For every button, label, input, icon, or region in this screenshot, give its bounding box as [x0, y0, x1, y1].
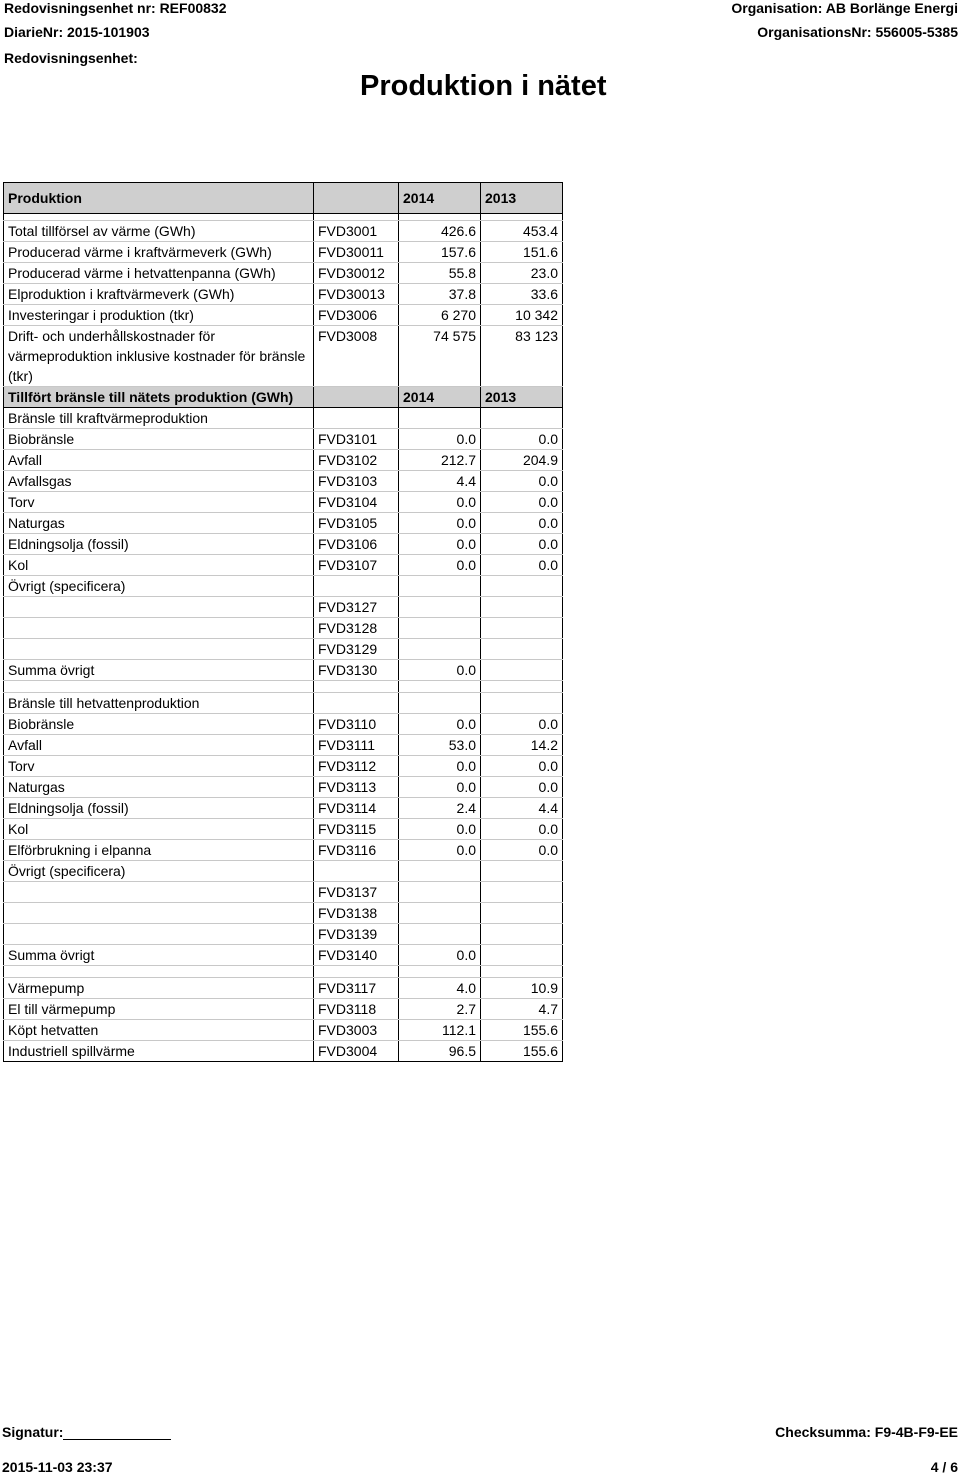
value-2014: 0.0 [399, 840, 481, 861]
fuel-header-row [4, 387, 563, 408]
value-2013: 0.0 [481, 777, 563, 798]
sum-row [4, 945, 563, 966]
value-2014: 0.0 [399, 513, 481, 534]
row-label: Naturgas [4, 777, 314, 798]
value-2013 [481, 693, 563, 714]
table-row [4, 999, 563, 1020]
value-2013: 23.0 [481, 263, 563, 284]
value-2013: 0.0 [481, 534, 563, 555]
header-year-2013: 2013 [481, 183, 563, 214]
header-code [314, 183, 399, 214]
row-label: Naturgas [4, 513, 314, 534]
table-row [4, 492, 563, 513]
page-title: Produktion i nätet [360, 70, 607, 102]
row-code: FVD3102 [314, 450, 399, 471]
table-row [4, 555, 563, 576]
other-specify-row [4, 861, 563, 882]
value-2013 [481, 660, 563, 681]
row-label: Investeringar i produktion (tkr) [4, 305, 314, 326]
row-label: Avfallsgas [4, 471, 314, 492]
value-2013: 10 342 [481, 305, 563, 326]
row-label: Elförbrukning i elpanna [4, 840, 314, 861]
value-2013 [481, 681, 563, 693]
value-2013 [481, 408, 563, 429]
value-2014: 0.0 [399, 555, 481, 576]
value-2014: 2.4 [399, 798, 481, 819]
header-year-2013: 2013 [481, 387, 563, 408]
value-2014: 0.0 [399, 756, 481, 777]
value-2014: 37.8 [399, 284, 481, 305]
value-2014 [399, 639, 481, 660]
row-label: Producerad värme i hetvattenpanna (GWh) [4, 263, 314, 284]
spacer-row [4, 966, 563, 978]
row-code: FVD3003 [314, 1020, 399, 1041]
value-2014: 6 270 [399, 305, 481, 326]
row-label: Kol [4, 555, 314, 576]
row-code: FVD3117 [314, 978, 399, 999]
timestamp: 2015-11-03 23:37 [2, 1459, 113, 1475]
table-row [4, 840, 563, 861]
row-code: FVD3110 [314, 714, 399, 735]
row-code [314, 408, 399, 429]
row-label: Värmepump [4, 978, 314, 999]
table-row [4, 618, 563, 639]
table-row [4, 305, 563, 326]
row-label: El till värmepump [4, 999, 314, 1020]
signature-field [2, 1424, 171, 1440]
report-unit-number: Redovisningsenhet nr: REF00832 [4, 0, 227, 16]
row-label: Total tillförsel av värme (GWh) [4, 221, 314, 242]
row-label: Biobränsle [4, 714, 314, 735]
table-row [4, 882, 563, 903]
row-code: FVD3138 [314, 903, 399, 924]
row-label: Summa övrigt [4, 945, 314, 966]
row-code: FVD3112 [314, 756, 399, 777]
section-title-row [4, 408, 563, 429]
value-2014 [399, 882, 481, 903]
value-2013: 14.2 [481, 735, 563, 756]
row-label [4, 618, 314, 639]
header-year-2014: 2014 [399, 387, 481, 408]
row-code: FVD3118 [314, 999, 399, 1020]
value-2014 [399, 693, 481, 714]
value-2014: 2.7 [399, 999, 481, 1020]
table-row [4, 429, 563, 450]
row-label: Övrigt (specificera) [4, 576, 314, 597]
table-row [4, 534, 563, 555]
page-number: 4 / 6 [930, 1459, 958, 1475]
other-specify-row [4, 576, 563, 597]
table-row [4, 1041, 563, 1062]
value-2014: 0.0 [399, 660, 481, 681]
row-code: FVD3137 [314, 882, 399, 903]
value-2014: 212.7 [399, 450, 481, 471]
value-2013: 204.9 [481, 450, 563, 471]
row-code [314, 861, 399, 882]
row-label: Kol [4, 819, 314, 840]
checksum: Checksumma: F9-4B-F9-EE [775, 1424, 958, 1440]
row-label [4, 924, 314, 945]
row-code: FVD3115 [314, 819, 399, 840]
row-label: Eldningsolja (fossil) [4, 798, 314, 819]
row-code: FVD3129 [314, 639, 399, 660]
row-label: Övrigt (specificera) [4, 861, 314, 882]
row-label: Torv [4, 492, 314, 513]
organisation-number: OrganisationsNr: 556005-5385 [757, 24, 958, 40]
row-label [4, 597, 314, 618]
section-title-row [4, 693, 563, 714]
value-2013: 4.7 [481, 999, 563, 1020]
row-code: FVD3114 [314, 798, 399, 819]
value-2014: 4.0 [399, 978, 481, 999]
row-label: Summa övrigt [4, 660, 314, 681]
row-label: Köpt hetvatten [4, 1020, 314, 1041]
value-2013: 155.6 [481, 1041, 563, 1062]
value-2014: 0.0 [399, 534, 481, 555]
row-code: FVD3130 [314, 660, 399, 681]
value-2014: 96.5 [399, 1041, 481, 1062]
table-row [4, 1020, 563, 1041]
table-row [4, 242, 563, 263]
table-row [4, 263, 563, 284]
value-2014 [399, 924, 481, 945]
value-2014 [399, 597, 481, 618]
row-label [4, 882, 314, 903]
value-2013: 0.0 [481, 471, 563, 492]
value-2013 [481, 966, 563, 978]
value-2013 [481, 597, 563, 618]
value-2014: 53.0 [399, 735, 481, 756]
row-code: FVD30013 [314, 284, 399, 305]
header-label: Tillfört bränsle till nätets produktion (GWh) [4, 387, 314, 408]
diarie-number: DiarieNr: 2015-101903 [4, 24, 150, 40]
row-label [4, 214, 314, 221]
production-table-body [4, 183, 563, 1062]
row-code [314, 576, 399, 597]
organisation-name: Organisation: AB Borlänge Energi [731, 0, 958, 16]
value-2013: 0.0 [481, 756, 563, 777]
table-row [4, 903, 563, 924]
value-2013: 83 123 [481, 326, 563, 387]
report-unit-label: Redovisningsenhet: [4, 50, 138, 66]
row-code: FVD3111 [314, 735, 399, 756]
row-label [4, 681, 314, 693]
header-label: Produktion [4, 183, 314, 214]
table-row [4, 326, 563, 387]
row-label: Eldningsolja (fossil) [4, 534, 314, 555]
row-label [4, 966, 314, 978]
value-2014 [399, 966, 481, 978]
row-code: FVD30012 [314, 263, 399, 284]
table-row [4, 221, 563, 242]
table-row [4, 798, 563, 819]
value-2013 [481, 639, 563, 660]
header-code [314, 387, 399, 408]
table-row [4, 284, 563, 305]
value-2014: 74 575 [399, 326, 481, 387]
table-row [4, 924, 563, 945]
row-code: FVD3105 [314, 513, 399, 534]
table-row [4, 735, 563, 756]
header-year-2014: 2014 [399, 183, 481, 214]
row-code [314, 693, 399, 714]
value-2013: 0.0 [481, 513, 563, 534]
row-code: FVD3107 [314, 555, 399, 576]
table-row [4, 639, 563, 660]
value-2013: 0.0 [481, 429, 563, 450]
row-code [314, 966, 399, 978]
value-2014 [399, 214, 481, 221]
table-row [4, 756, 563, 777]
value-2014: 0.0 [399, 492, 481, 513]
value-2014: 157.6 [399, 242, 481, 263]
row-code: FVD3128 [314, 618, 399, 639]
signature-line [63, 1425, 171, 1440]
row-code [314, 681, 399, 693]
row-code: FVD3103 [314, 471, 399, 492]
row-label: Torv [4, 756, 314, 777]
row-code: FVD3140 [314, 945, 399, 966]
value-2014 [399, 681, 481, 693]
table-row [4, 471, 563, 492]
value-2014: 0.0 [399, 819, 481, 840]
row-label: Drift- och underhållskostnader för värmeproduktion inklusive kostnader för bränsle (tkr) [4, 326, 314, 387]
row-label: Avfall [4, 450, 314, 471]
row-code: FVD3101 [314, 429, 399, 450]
row-code: FVD3113 [314, 777, 399, 798]
value-2014 [399, 618, 481, 639]
value-2014 [399, 861, 481, 882]
table-row [4, 978, 563, 999]
table-row [4, 597, 563, 618]
signature-label: Signatur: [2, 1424, 64, 1440]
value-2014 [399, 576, 481, 597]
value-2014 [399, 903, 481, 924]
row-code: FVD3008 [314, 326, 399, 387]
table-row [4, 714, 563, 735]
value-2013: 0.0 [481, 840, 563, 861]
value-2013: 0.0 [481, 555, 563, 576]
row-label: Industriell spillvärme [4, 1041, 314, 1062]
value-2014: 55.8 [399, 263, 481, 284]
row-code: FVD30011 [314, 242, 399, 263]
row-code: FVD3106 [314, 534, 399, 555]
value-2013: 151.6 [481, 242, 563, 263]
value-2013 [481, 576, 563, 597]
table-row [4, 450, 563, 471]
value-2013 [481, 214, 563, 221]
row-label: Elproduktion i kraftvärmeverk (GWh) [4, 284, 314, 305]
value-2014: 112.1 [399, 1020, 481, 1041]
value-2013: 0.0 [481, 714, 563, 735]
value-2013 [481, 861, 563, 882]
row-label [4, 639, 314, 660]
value-2014: 0.0 [399, 714, 481, 735]
row-code: FVD3006 [314, 305, 399, 326]
table-row [4, 513, 563, 534]
value-2014: 0.0 [399, 429, 481, 450]
value-2013 [481, 924, 563, 945]
value-2014: 4.4 [399, 471, 481, 492]
table-row [4, 777, 563, 798]
row-code: FVD3127 [314, 597, 399, 618]
value-2013: 10.9 [481, 978, 563, 999]
value-2014: 0.0 [399, 777, 481, 798]
row-label: Producerad värme i kraftvärmeverk (GWh) [4, 242, 314, 263]
row-label: Avfall [4, 735, 314, 756]
value-2014: 426.6 [399, 221, 481, 242]
production-header-row [4, 183, 563, 214]
spacer-row [4, 681, 563, 693]
value-2013 [481, 882, 563, 903]
sum-row [4, 660, 563, 681]
value-2014 [399, 408, 481, 429]
value-2013: 33.6 [481, 284, 563, 305]
value-2013 [481, 903, 563, 924]
value-2013 [481, 945, 563, 966]
row-code: FVD3004 [314, 1041, 399, 1062]
row-code: FVD3139 [314, 924, 399, 945]
value-2013: 0.0 [481, 819, 563, 840]
row-code: FVD3116 [314, 840, 399, 861]
spacer-row [4, 214, 563, 221]
value-2013 [481, 618, 563, 639]
row-code: FVD3001 [314, 221, 399, 242]
row-label: Bränsle till kraftvärmeproduktion [4, 408, 314, 429]
row-label: Bränsle till hetvattenproduktion [4, 693, 314, 714]
row-label: Biobränsle [4, 429, 314, 450]
value-2013: 0.0 [481, 492, 563, 513]
value-2013: 453.4 [481, 221, 563, 242]
row-label [4, 903, 314, 924]
value-2013: 155.6 [481, 1020, 563, 1041]
value-2014: 0.0 [399, 945, 481, 966]
table-row [4, 819, 563, 840]
row-code [314, 214, 399, 221]
value-2013: 4.4 [481, 798, 563, 819]
production-table [3, 182, 563, 1062]
row-code: FVD3104 [314, 492, 399, 513]
